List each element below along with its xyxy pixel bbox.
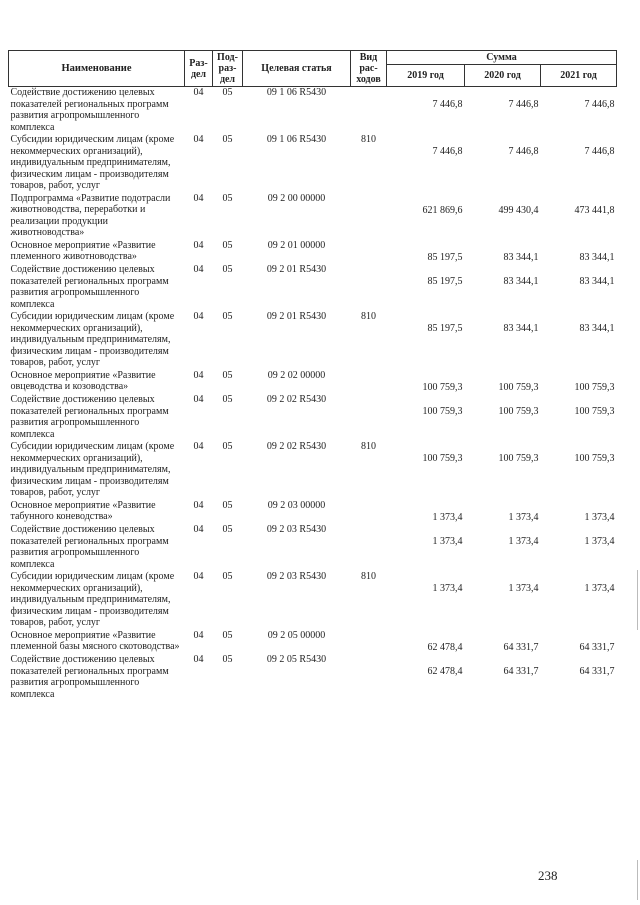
cell-name: Основное мероприятие «Развитие табунного коневодства» xyxy=(10,499,156,522)
cell-2019: 100 759,3 xyxy=(422,453,463,464)
cell-vid xyxy=(351,524,387,571)
cell-name: Содействие достижению целевых показателей региональных программ развития агропромышленного комплекса xyxy=(10,524,169,570)
table-row xyxy=(9,441,617,500)
cell-2020: 83 344,1 xyxy=(503,251,539,263)
cell-name: Субсидии юридическим лицам (кроме некоммерческих организаций), индивидуальным предпринимателям, физическим лицам - производителям товаров, работ, услуг xyxy=(10,311,175,368)
cell-2019: 1 373,4 xyxy=(432,536,463,547)
cell-celevaya: 09 2 05 R5430 xyxy=(266,654,327,665)
cell-2020: 1 373,4 xyxy=(508,583,539,594)
table-row xyxy=(9,264,617,311)
header-2021: 2021 год xyxy=(541,65,617,87)
cell-name: Субсидии юридическим лицам (кроме некоммерческих организаций), индивидуальным предпринимателям, физическим лицам - производителям товаров, работ, услуг xyxy=(10,441,175,498)
cell-celevaya: 09 2 02 00000 xyxy=(267,369,326,381)
table-row xyxy=(9,240,617,265)
cell-2020: 100 759,3 xyxy=(498,406,539,417)
table-body xyxy=(9,87,617,702)
cell-razdel: 04 xyxy=(193,311,204,322)
cell-2021: 100 759,3 xyxy=(574,406,615,417)
cell-vid: 810 xyxy=(361,134,376,145)
header-summa: Сумма xyxy=(387,51,617,65)
cell-2019: 100 759,3 xyxy=(422,381,463,393)
table-row xyxy=(9,370,617,395)
cell-2019: 85 197,5 xyxy=(427,251,463,263)
cell-2019: 85 197,5 xyxy=(427,323,463,334)
cell-2019: 621 869,6 xyxy=(422,204,463,216)
cell-2020: 1 373,4 xyxy=(508,511,539,523)
cell-celevaya: 09 1 06 R5430 xyxy=(266,134,327,145)
cell-2020: 499 430,4 xyxy=(498,204,539,216)
cell-name: Субсидии юридическим лицам (кроме некоммерческих организаций), индивидуальным предпринимателям, физическим лицам - производителям товаров, работ, услуг xyxy=(10,134,175,191)
cell-name: Содействие достижению целевых показателей региональных программ развития агропромышленного комплекса xyxy=(10,87,169,133)
cell-celevaya: 09 2 02 R5430 xyxy=(266,394,327,405)
cell-2021: 83 344,1 xyxy=(579,251,615,263)
cell-celevaya: 09 2 00 00000 xyxy=(267,192,326,204)
cell-vid: 810 xyxy=(361,571,376,582)
page-number: 238 xyxy=(538,868,558,883)
cell-2019: 100 759,3 xyxy=(422,406,463,417)
cell-2019: 7 446,8 xyxy=(432,146,463,157)
cell-name: Подпрограмма «Развитие подотрасли животноводства, переработки и реализации продукции животноводства» xyxy=(10,192,171,238)
table-row xyxy=(9,654,617,701)
cell-celevaya: 09 2 01 R5430 xyxy=(266,264,327,275)
cell-razdel: 04 xyxy=(193,239,204,251)
cell-2021: 83 344,1 xyxy=(579,276,615,287)
cell-name: Субсидии юридическим лицам (кроме некоммерческих организаций), индивидуальным предпринимателям, физическим лицам - производителям товаров, работ, услуг xyxy=(10,571,175,628)
cell-2020: 64 331,7 xyxy=(503,666,539,677)
cell-vid xyxy=(351,240,387,265)
cell-vid xyxy=(351,394,387,441)
cell-vid xyxy=(351,264,387,311)
cell-celevaya: 09 2 02 R5430 xyxy=(266,441,327,452)
cell-2020: 83 344,1 xyxy=(503,323,539,334)
header-celevaya: Целевая статья xyxy=(243,51,351,87)
cell-razdel: 04 xyxy=(193,369,204,381)
table-row xyxy=(9,524,617,571)
cell-2021: 64 331,7 xyxy=(579,641,615,653)
cell-razdel: 04 xyxy=(193,571,204,582)
cell-podrazdel: 05 xyxy=(222,654,233,665)
cell-vid xyxy=(351,630,387,655)
cell-podrazdel: 05 xyxy=(222,311,233,322)
cell-2021: 100 759,3 xyxy=(574,453,615,464)
cell-celevaya: 09 2 05 00000 xyxy=(267,629,326,641)
budget-table xyxy=(8,50,617,701)
cell-razdel: 04 xyxy=(193,192,204,204)
table-header xyxy=(9,51,617,87)
cell-name: Содействие достижению целевых показателей региональных программ развития агропромышленного комплекса xyxy=(10,394,169,440)
cell-2019: 85 197,5 xyxy=(427,276,463,287)
cell-vid xyxy=(351,87,387,135)
cell-razdel: 04 xyxy=(193,134,204,145)
header-2019: 2019 год xyxy=(387,65,465,87)
cell-celevaya: 09 2 03 00000 xyxy=(267,499,326,511)
cell-2020: 1 373,4 xyxy=(508,536,539,547)
cell-2020: 7 446,8 xyxy=(508,99,539,110)
cell-podrazdel: 05 xyxy=(222,499,233,511)
cell-2020: 100 759,3 xyxy=(498,453,539,464)
cell-2019: 62 478,4 xyxy=(427,641,463,653)
cell-celevaya: 09 2 03 R5430 xyxy=(266,571,327,582)
cell-2019: 1 373,4 xyxy=(432,583,463,594)
cell-vid: 810 xyxy=(361,441,376,452)
cell-2020: 83 344,1 xyxy=(503,276,539,287)
cell-2019: 1 373,4 xyxy=(432,511,463,523)
header-vid: Вид рас-ходов xyxy=(351,51,387,87)
header-name: Наименование xyxy=(9,51,185,87)
cell-2021: 83 344,1 xyxy=(579,323,615,334)
cell-podrazdel: 05 xyxy=(222,571,233,582)
table-row xyxy=(9,193,617,240)
cell-razdel: 04 xyxy=(193,524,204,535)
table-row xyxy=(9,87,617,135)
cell-podrazdel: 05 xyxy=(222,87,233,98)
cell-podrazdel: 05 xyxy=(222,239,233,251)
cell-podrazdel: 05 xyxy=(222,524,233,535)
cell-vid xyxy=(351,500,387,525)
cell-2020: 100 759,3 xyxy=(498,381,539,393)
cell-2021: 7 446,8 xyxy=(584,146,615,157)
cell-celevaya: 09 2 01 R5430 xyxy=(266,311,327,322)
scan-edge-mark xyxy=(637,570,638,630)
cell-celevaya: 09 2 01 00000 xyxy=(267,239,326,251)
header-2020: 2020 год xyxy=(465,65,541,87)
cell-razdel: 04 xyxy=(193,87,204,98)
cell-2021: 7 446,8 xyxy=(584,99,615,110)
cell-razdel: 04 xyxy=(193,629,204,641)
cell-podrazdel: 05 xyxy=(222,394,233,405)
table-row xyxy=(9,630,617,655)
cell-podrazdel: 05 xyxy=(222,629,233,641)
cell-2020: 64 331,7 xyxy=(503,641,539,653)
cell-podrazdel: 05 xyxy=(222,192,233,204)
cell-razdel: 04 xyxy=(193,441,204,452)
cell-2020: 7 446,8 xyxy=(508,146,539,157)
cell-vid xyxy=(351,370,387,395)
cell-2019: 7 446,8 xyxy=(432,99,463,110)
cell-2021: 1 373,4 xyxy=(584,536,615,547)
cell-razdel: 04 xyxy=(193,654,204,665)
cell-name: Содействие достижению целевых показателей региональных программ развития агропромышленного комплекса xyxy=(10,654,169,700)
cell-2021: 1 373,4 xyxy=(584,511,615,523)
scan-edge-mark-bottom xyxy=(637,860,638,900)
table-row xyxy=(9,571,617,630)
cell-2021: 473 441,8 xyxy=(574,204,615,216)
cell-celevaya: 09 2 03 R5430 xyxy=(266,524,327,535)
cell-2021: 64 331,7 xyxy=(579,666,615,677)
cell-vid xyxy=(351,193,387,240)
cell-name: Содействие достижению целевых показателей региональных программ развития агропромышленного комплекса xyxy=(10,264,169,310)
header-podrazdel: Под-раз-дел xyxy=(213,51,243,87)
table-row xyxy=(9,134,617,193)
cell-podrazdel: 05 xyxy=(222,134,233,145)
cell-celevaya: 09 1 06 R5430 xyxy=(266,87,327,98)
cell-podrazdel: 05 xyxy=(222,264,233,275)
cell-razdel: 04 xyxy=(193,499,204,511)
cell-2021: 1 373,4 xyxy=(584,583,615,594)
table-row xyxy=(9,311,617,370)
cell-vid xyxy=(351,654,387,701)
cell-podrazdel: 05 xyxy=(222,369,233,381)
cell-vid: 810 xyxy=(361,311,376,322)
cell-2021: 100 759,3 xyxy=(574,381,615,393)
cell-podrazdel: 05 xyxy=(222,441,233,452)
cell-razdel: 04 xyxy=(193,264,204,275)
cell-name: Основное мероприятие «Развитие племенной базы мясного скотоводства» xyxy=(10,629,180,652)
header-razdel: Раз-дел xyxy=(185,51,213,87)
cell-razdel: 04 xyxy=(193,394,204,405)
table-row xyxy=(9,394,617,441)
cell-name: Основное мероприятие «Развитие овцеводства и козоводства» xyxy=(10,369,156,392)
table-row xyxy=(9,500,617,525)
cell-name: Основное мероприятие «Развитие племенного животноводства» xyxy=(10,239,156,262)
cell-2019: 62 478,4 xyxy=(427,666,463,677)
